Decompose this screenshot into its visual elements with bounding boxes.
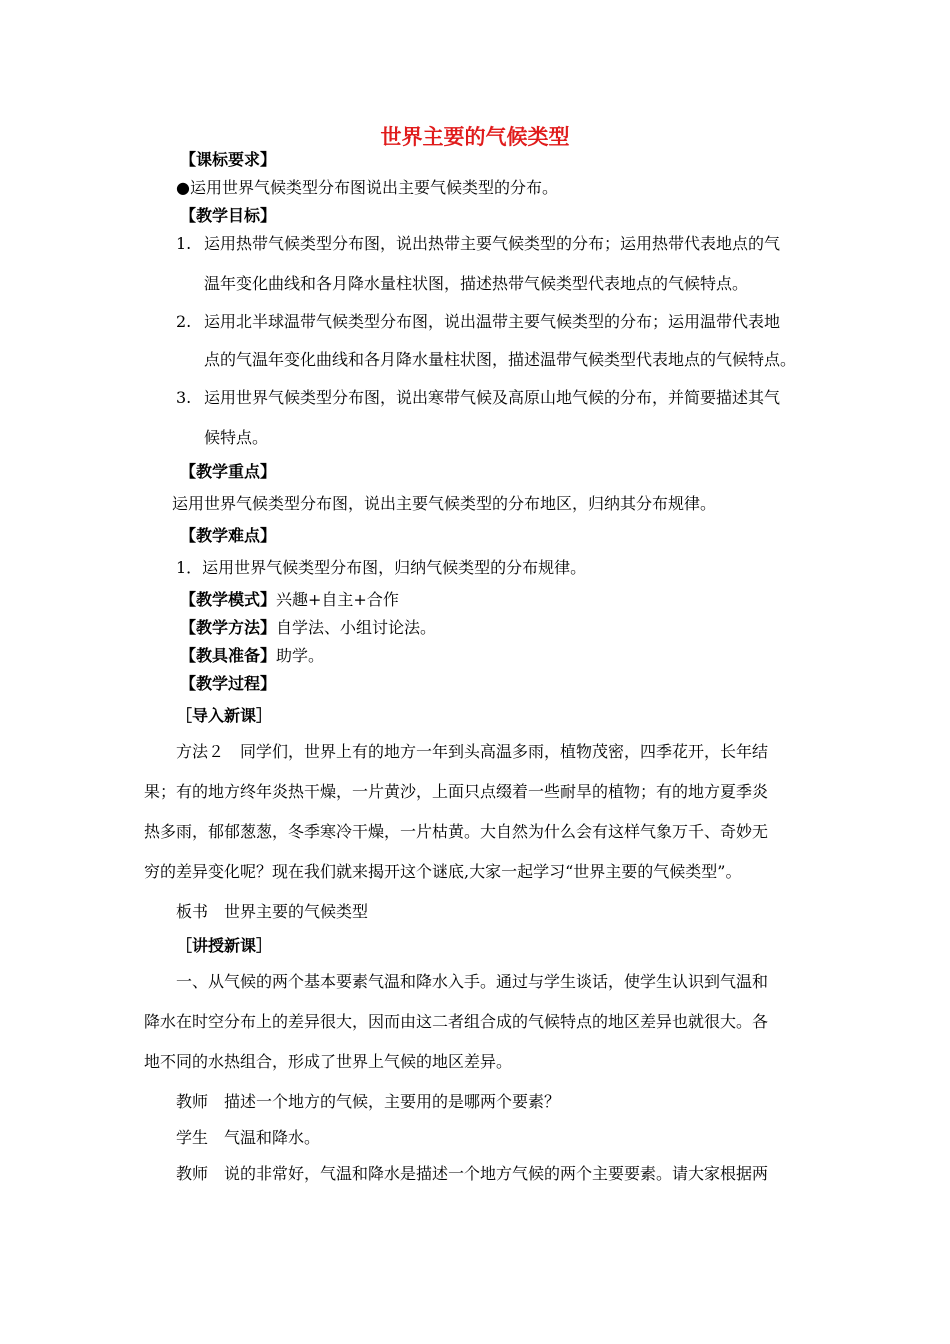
objective-number: 3.: [176, 388, 192, 407]
key-points-heading: 【教学重点】: [180, 462, 277, 481]
method-text: 自学法、小组讨论法。: [276, 618, 437, 637]
key-points-text: 运用世界气候类型分布图，说出主要气候类型的分布地区，归纳其分布规律。: [172, 494, 717, 513]
objective-text: 运用北半球温带气候类型分布图，说出温带主要气候类型的分布；运用温带代表地: [204, 312, 781, 331]
objective-3-line2: 候特点。: [204, 428, 269, 447]
process-heading: 【教学过程】: [180, 674, 277, 693]
objectives-heading: 【教学目标】: [180, 206, 277, 225]
objective-text: 运用世界气候类型分布图，说出寒带气候及高原山地气候的分布，并简要描述其气: [204, 388, 781, 407]
intro-line: 方法２ 同学们，世界上有的地方一年到头高温多雨，植物茂密，四季花开，长年结: [176, 742, 769, 761]
tools-text: 助学。: [276, 646, 325, 665]
lecture-heading: ［讲授新课］: [176, 936, 273, 955]
intro-heading: ［导入新课］: [176, 706, 273, 725]
dialogue-line: 学生 气温和降水。: [176, 1128, 321, 1147]
lecture-line: 地不同的水热组合，形成了世界上气候的地区差异。: [144, 1052, 513, 1071]
mode-text: 兴趣+自主+合作: [276, 590, 399, 609]
curriculum-heading: 【课标要求】: [180, 150, 277, 169]
tools-heading: 【教具准备】: [180, 646, 277, 665]
objective-number: 2.: [176, 312, 192, 331]
curriculum-item: ●运用世界气候类型分布图说出主要气候类型的分布。: [176, 178, 558, 197]
objective-2-line1: [176, 312, 780, 332]
dialogue-line: 教师 说的非常好，气温和降水是描述一个地方气候的两个主要要素。请大家根据两: [176, 1164, 769, 1183]
lecture-line: 一、从气候的两个基本要素气温和降水入手。通过与学生谈话，使学生认识到气温和: [176, 972, 769, 991]
objective-number: 1.: [176, 234, 192, 253]
method-heading: 【教学方法】: [180, 618, 277, 637]
method-line: [180, 618, 436, 638]
intro-line: 果；有的地方终年炎热干燥，一片黄沙，上面只点缀着一些耐旱的植物；有的地方夏季炎: [144, 782, 769, 801]
document-title: 世界主要的气候类型: [380, 124, 570, 149]
objective-2-line2: 点的气温年变化曲线和各月降水量柱状图，描述温带气候类型代表地点的气候特点。: [204, 350, 797, 369]
dialogue-line: 教师 描述一个地方的气候，主要用的是哪两个要素？: [176, 1092, 561, 1111]
tools-line: [180, 646, 324, 666]
intro-line: 热多雨，郁郁葱葱，冬季寒冷干燥，一片枯黄。大自然为什么会有这样气象万千、奇妙无: [144, 822, 769, 841]
objective-1-line1: [176, 234, 780, 254]
objective-text: 运用热带气候类型分布图，说出热带主要气候类型的分布；运用热带代表地点的气: [204, 234, 781, 253]
intro-line: 穷的差异变化呢？现在我们就来揭开这个谜底,大家一起学习“世界主要的气候类型”。: [144, 862, 742, 881]
difficulties-heading: 【教学难点】: [180, 526, 277, 545]
lecture-line: 降水在时空分布上的差异很大，因而由这二者组合成的气候特点的地区差异也就很大。各: [144, 1012, 769, 1031]
mode-line: [180, 590, 399, 610]
difficulties-text: 1．运用世界气候类型分布图，归纳气候类型的分布规律。: [176, 558, 587, 577]
objective-3-line1: [176, 388, 780, 408]
mode-heading: 【教学模式】: [180, 590, 277, 609]
objective-1-line2: 温年变化曲线和各月降水量柱状图，描述热带气候类型代表地点的气候特点。: [204, 274, 749, 293]
board-text: 板书 世界主要的气候类型: [176, 902, 369, 921]
